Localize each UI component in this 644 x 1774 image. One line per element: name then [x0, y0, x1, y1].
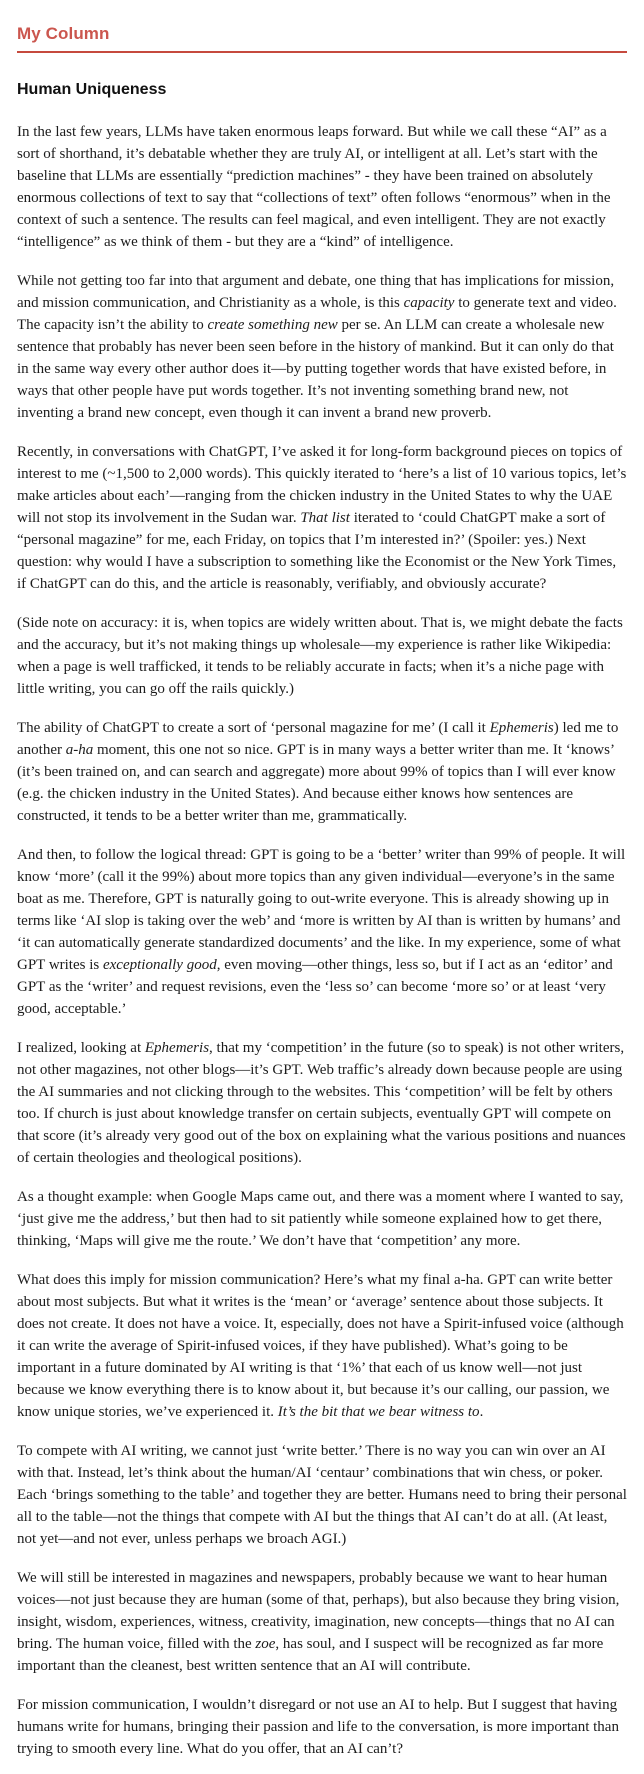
emphasized-text: create something new	[207, 317, 338, 333]
paragraph: Recently, in conversations with ChatGPT, I’ve asked it for long-form background pieces on topics of interest to me (~1,500 to 2,000 words). This quickly iterated to ‘here’s a list of 10 various topics, let’s make articles about each’—ranging from the chicken industry in the United States to why the UAE will not stop its involvement in the Sudan war. That list iterated to ‘could ChatGPT make a sort of “personal magazine” for me, each Friday, on topics that I’m interested in?’ (Spoiler: yes.) Next question: why would I have a subscription to something like the Economist or the New York Times, if ChatGPT can do this, and the article is reasonably, verifiably, and obviously accurate?	[17, 444, 627, 592]
emphasized-text: That list	[300, 510, 350, 526]
column-masthead	[17, 0, 627, 53]
article-heading: Human Uniqueness	[17, 81, 167, 98]
emphasized-text: It’s the bit that we bear witness to	[277, 1404, 480, 1420]
paragraph: The ability of ChatGPT to create a sort of ‘personal magazine for me’ (I call it Ephemeris) led me to another a-ha moment, this one not so nice. GPT is in many ways a better writer than me. It ‘knows’ (it’s been trained on, and can search and aggregate) more about 99% of topics than I will ever know (e.g. the chicken industry in the United States). And because either knows how sentences are constructed, it tends to be a better writer than me, grammatically.	[17, 720, 619, 824]
paragraph: While not getting too far into that argument and debate, one thing that has implications for mission, and mission communication, and Christianity as a whole, is this capacity to generate text and video. The capacity isn’t the ability to create something new per se. An LLM can create a wholesale new sentence that probably has never been seen before in the history of mankind. But it can only do that in the same way every other author does it—by putting together words that have existed before, in ways that other people have put words together. It’s not inventing something brand new, not inventing a brand new concept, even though it can invent a brand new proverb.	[17, 273, 617, 421]
paragraph: What does this imply for mission communication? Here’s what my final a-ha. GPT can write better about most subjects. But what it writes is the ‘mean’ or ‘average’ sentence about those subjects. It does not create. It does not have a voice. It, especially, does not have a Spirit-infused voice (although it can write the average of Spirit-infused voices, if they have published). What’s going to be important in a future dominated by AI writing is that ‘1%’ that each of us know well—not just because we know everything there is to know about it, but because it’s our calling, our passion, we know unique stories, we’ve experienced it. It’s the bit that we bear witness to.	[17, 1272, 624, 1420]
article	[17, 80, 627, 1760]
paragraph: And then, to follow the logical thread: GPT is going to be a ‘better’ writer than 99% of people. It will know ‘more’ (call it the 99%) about more topics than any given individual—everyone’s in the same boat as me. Therefore, GPT is naturally going to out-write everyone. This is already showing up in terms like ‘AI slop is taking over the web’ and ‘more is written by AI than is written by humans’ and ‘it can automatically generate standardized documents’ and the like. In my experience, some of what GPT writes is exceptionally good, even moving—other things, less so, but if I act as an ‘editor’ and GPT as the ‘writer’ and request revisions, even the ‘less so’ can become ‘more so’ or at least ‘very good, acceptable.’	[17, 847, 626, 1017]
article-paragraphs	[17, 121, 627, 1760]
paragraph: I realized, looking at Ephemeris, that my ‘competition’ in the future (so to speak) is not other writers, not other magazines, not other blogs—it’s GPT. Web traffic’s already down because people are using the AI summaries and not clicking through to the websites. This ‘competition’ will be felt by others too. If church is just about knowledge transfer on certain subjects, eventually GPT will compete on that score (it’s already very good out of the box on explaining what the various positions and nuances of certain theologies and theological positions).	[17, 1040, 626, 1166]
emphasized-text: a-ha	[65, 742, 94, 758]
paragraph: For mission communication, I wouldn’t disregard or not use an AI to help. But I suggest that having humans write for humans, bringing their passion and life to the conversation, is more important than trying to smooth every line. What do you offer, that an AI can’t?	[17, 1697, 619, 1757]
column-title[interactable]: My Column	[17, 24, 110, 43]
emphasized-text: zoe	[255, 1636, 276, 1652]
paragraph: In the last few years, LLMs have taken enormous leaps forward. But while we call these “AI” as a sort of shorthand, it’s debatable whether they are truly AI, or intelligent at all. Let’s start with the baseline that LLMs are essentially “prediction machines” - they have been trained on absolutely enormous collections of text to say that “collections of text” often follows “enormous” when in the context of such a sentence. The results can feel magical, and even intelligent. They are not exactly “intelligence” as we think of them - but they are a “kind” of intelligence.	[17, 124, 611, 250]
emphasized-text: Ephemeris	[144, 1040, 210, 1056]
paragraph: (Side note on accuracy: it is, when topics are widely written about. That is, we might debate the facts and the accuracy, but it’s not making things up wholesale—my experience is rather like Wikipedia: when a page is well trafficked, it tends to be reliably accurate in facts; when it’s a niche page with little writing, you can go off the rails quickly.)	[17, 615, 623, 697]
paragraph: To compete with AI writing, we cannot just ‘write better.’ There is no way you can win over an AI with that. Instead, let’s think about the human/AI ‘centaur’ combinations that win chess, or poker. Each ‘brings something to the table’ and together they are better. Humans need to bring their personal all to the table—not the things that compete with AI but the things that AI can’t do at all. (At least, not yet—and not ever, unless perhaps we broach AGI.)	[17, 1443, 627, 1547]
emphasized-text: exceptionally good	[102, 957, 217, 973]
emphasized-text: Ephemeris	[489, 720, 554, 736]
emphasized-text: capacity	[403, 295, 455, 311]
paragraph: We will still be interested in magazines and newspapers, probably because we want to hear human voices—not just because they are human (some of that, perhaps), but also because they bring vision, insight, wisdom, experiences, witness, creativity, imagination, new concepts—things that no AI can bring. The human voice, filled with the zoe, has soul, and I suspect will be recognized as far more important than the cleanest, best written sentence that an AI will contribute.	[17, 1570, 620, 1674]
paragraph: As a thought example: when Google Maps came out, and there was a moment where I wanted to say, ‘just give me the address,’ but then had to sit patiently while someone explained how to get there, thinking, ‘Maps will give me the route.’ We don’t have that ‘competition’ any more.	[17, 1189, 624, 1249]
